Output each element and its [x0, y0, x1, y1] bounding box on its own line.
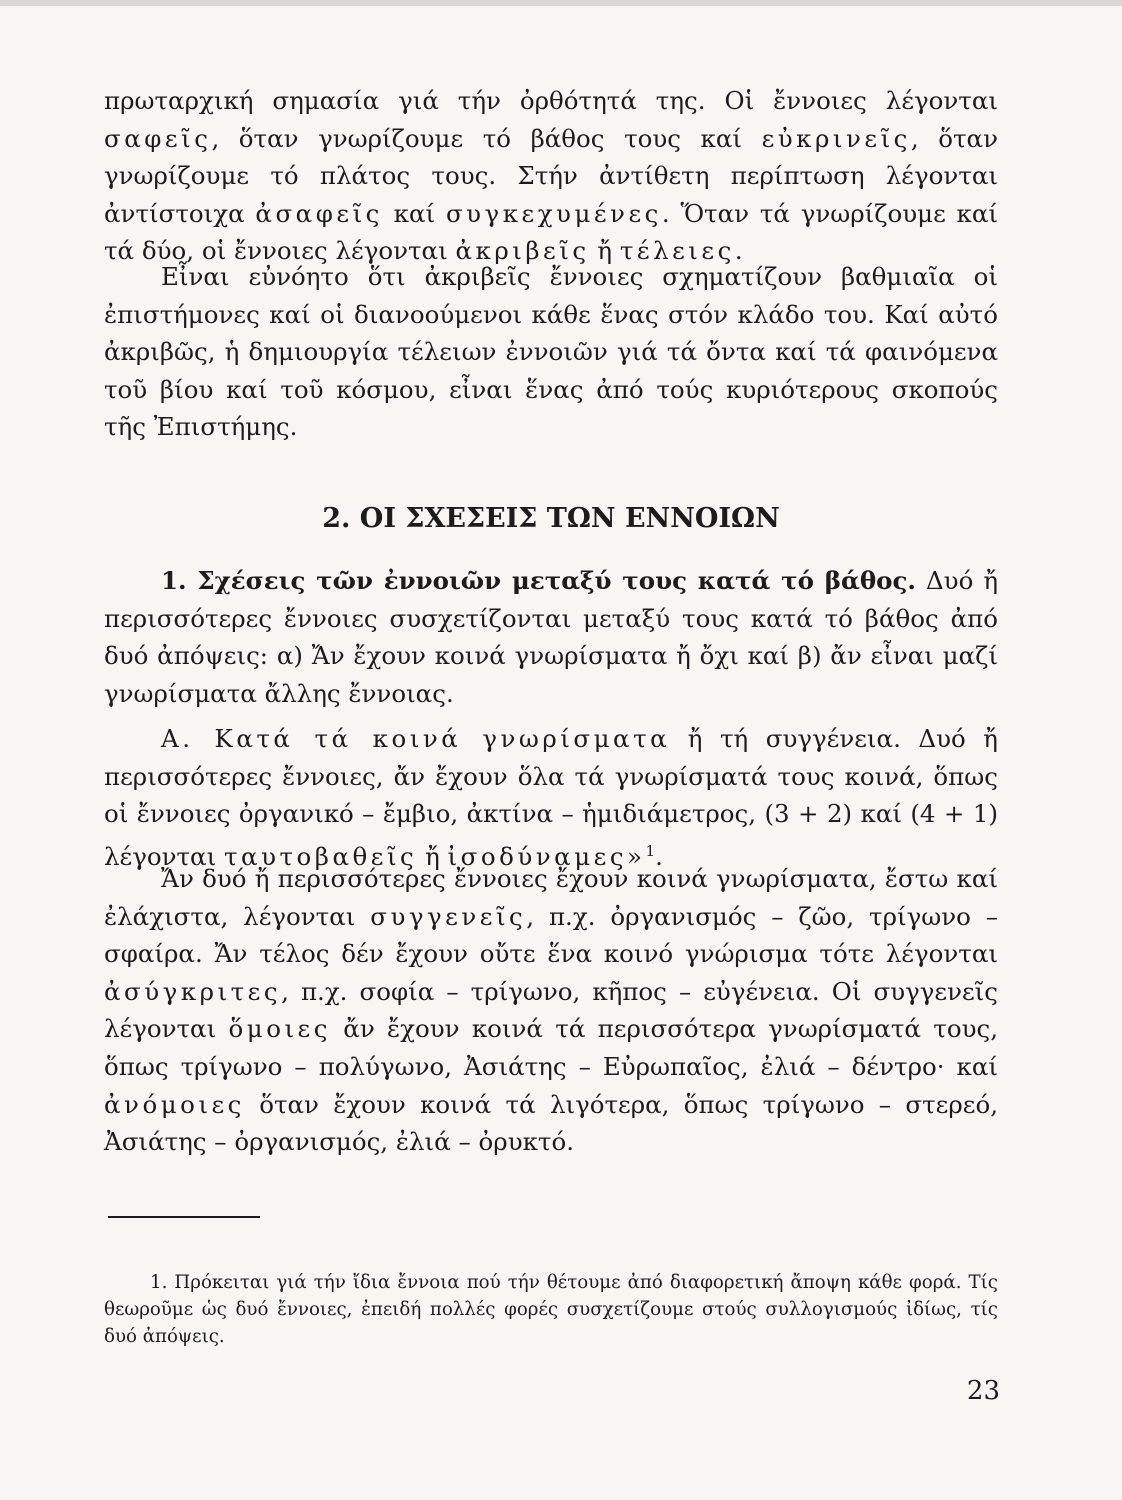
p1-text-9: . Ὅταν τά γνωρίζουμε καί τά δύο, οἱ ἔννοιες λέγονται: [104, 198, 999, 266]
page-number: 23: [966, 1376, 1000, 1406]
term-safeis: σαφεῖς: [104, 123, 212, 153]
p1-text-13: .: [734, 236, 743, 266]
term-tautobatheis: ταυτοβαθεῖς: [224, 841, 418, 871]
p3-text: Δυό ἤ περισσότερες ἔννοιες συσχετίζονται μεταξύ τους κατά τό βάθος ἀπό δυό ἀπόψεις: α) Ἄν ἔχουν κοινά γνωρίσματα ἤ ὄχι καί β) ἄν εἶναι μαζί γνωρίσματα ἄλλης ἔννοιας.: [104, 566, 999, 708]
p4-text-6: .: [655, 841, 663, 871]
term-isodynames: ἰσοδύναμες»: [447, 841, 646, 871]
p1-text-7: καί: [382, 198, 446, 228]
footnote-rule: [108, 1216, 260, 1218]
section-heading: 2. ΟΙ ΣΧΕΣΕΙΣ ΤΩΝ ΕΝΝΟΙΩΝ: [322, 503, 780, 534]
term-sygkexymenes: συγκεχυμένες: [445, 198, 662, 228]
term-teleies: τέλειες: [619, 236, 735, 266]
footnote-text: 1. Πρόκειται γιά τήν ἴδια ἔννοια πού τήν θέτουμε ἀπό διαφορετική ἄποψη κάθε φορά. Τίς θεωροῦμε ὡς δυό ἔννοιες, ἐπειδή πολλές φορές συσχετίζουμε στούς συλλογισμούς ἰδίως, τίς δυό ἀπόψεις.: [104, 1272, 998, 1347]
subsection-heading: 1. Σχέσεις τῶν ἐννοιῶν μεταξύ τους κατά τό βάθος.: [161, 566, 916, 595]
paragraph-2: [104, 258, 998, 446]
term-akribeis: ἀκριβεῖς: [455, 236, 590, 266]
p5-text-7: ἄν ἔχουν κοινά τά περισσότερα γνωρίσματά τους, ὅπως τρίγωνο – πολύγωνο, Ἀσιάτης – Εὐρωπαῖος, ἐλιά – δέντρο· καί: [104, 1014, 998, 1081]
p1-text-11: ἤ: [589, 236, 620, 266]
footnote: [104, 1269, 998, 1350]
p1-text-1: πρωταρχική σημασία γιά τήν ὀρθότητά της. Οἱ ἔννοιες λέγονται: [104, 86, 998, 115]
p5-text-9: ὅταν ἔχουν κοινά τά λιγότερα, ὅπως τρίγωνο – στερεό, Ἀσιάτης – ὀργανισμός, ἐλιά – ὀρυκτό.: [104, 1089, 998, 1157]
p4-text-4: ἤ: [417, 841, 448, 871]
term-syggeneis: συγγενεῖς: [370, 901, 527, 931]
footnote-ref: 1: [645, 841, 656, 860]
p5-text-1: Ἄν δυό ἤ περισσότερες ἔννοιες ἔχουν κοινά γνωρίσματα, ἔστω καί ἐλάχιστα, λέγονται: [104, 864, 998, 931]
term-asafeis: ἀσαφεῖς: [255, 198, 383, 228]
term-asygkrites: ἀσύγκριτες: [104, 976, 282, 1006]
p5-text-3: , π.χ. ὀργανισμός – ζῶο, τρίγωνο – σφαίρα. Ἄν τέλος δέν ἔχουν οὔτε ἕνα κοινό γνώρισμα τότε λέγονται: [104, 901, 998, 969]
p1-text-5: , ὅταν γνωρίζουμε τό πλάτος τους. Στήν ἀντίθετη περίπτωση λέγονται ἀντίστοιχα: [104, 123, 998, 228]
paragraph-5: [104, 860, 998, 1161]
paragraph-1: [104, 82, 998, 270]
subsection-a-title: Α. Κατά τά κοινά γνωρίσματα: [161, 724, 671, 753]
term-eukrineis: εὐκρινεῖς: [761, 123, 911, 153]
p2-text: Εἶναι εὐνόητο ὅτι ἀκριβεῖς ἔννοιες σχηματίζουν βαθμιαῖα οἱ ἐπιστήμονες καί οἱ διανοούμενοι κάθε ἕνας στόν κλάδο του. Καί αὐτό ἀκριβῶς, ἡ δημιουργία τέλειων ἐννοιῶν γιά τά ὄντα καί τά φαινόμενα τοῦ βίου καί τοῦ κόσμου, εἶναι ἕνας ἀπό τούς κυριότερους σκοπούς τῆς Ἐπιστήμης.: [104, 262, 998, 442]
paragraph-3: [104, 562, 998, 712]
p4-text-2: ἤ τή συγγένεια. Δυό ἤ περισσότερες ἔννοιες, ἄν ἔχουν ὅλα τά γνωρίσματά τους κοινά, ὅπως οἱ ἔννοιες ὀργανικό – ἔμβιο, ἀκτίνα – ἡμιδιάμετρος, (3 + 2) καί (4 + 1) λέγονται: [104, 724, 998, 871]
term-anomoies: ἀνόμοιες: [104, 1089, 245, 1119]
p1-text-3: , ὅταν γνωρίζουμε τό βάθος τους καί: [211, 123, 762, 153]
p5-text-5: , π.χ. σοφία – τρίγωνο, κῆπος – εὐγένεια. Οἱ συγγενεῖς λέγονται: [104, 976, 998, 1044]
paragraph-4: [104, 720, 998, 876]
scan-edge: [0, 0, 1122, 6]
term-omoies: ὅμοιες: [228, 1014, 331, 1044]
